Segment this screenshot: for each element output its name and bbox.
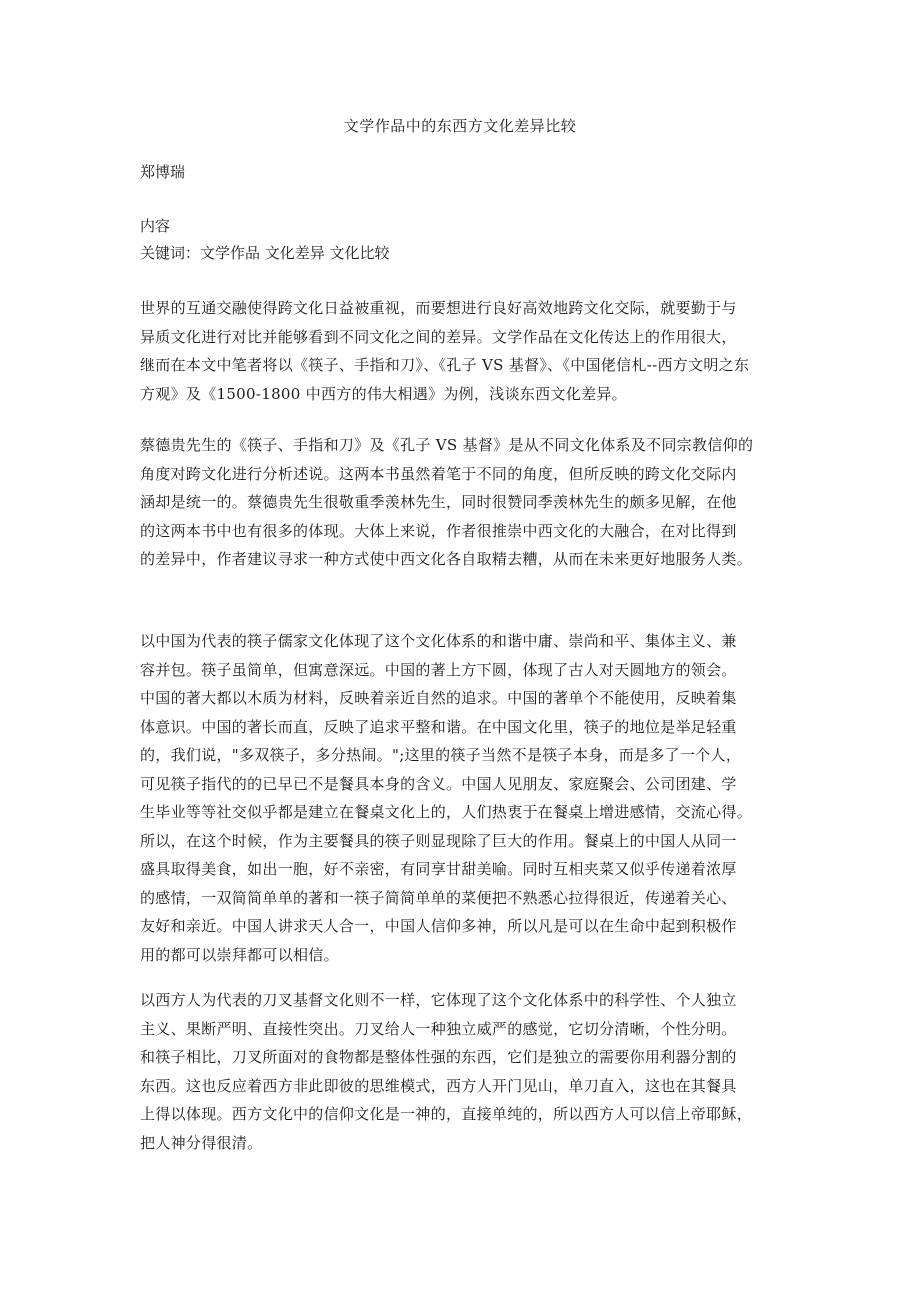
paragraph-knife-fork xyxy=(140,986,790,1157)
paragraph-chopsticks xyxy=(140,627,790,969)
text-line: 方观》及《1500-1800 中西方的伟大相遇》为例，浅谈东西文化差异。 xyxy=(140,384,627,403)
text-line: 以中国为代表的筷子儒家文化体现了这个文化体系的和谐中庸、崇尚和平、集体主义、兼 xyxy=(140,632,737,650)
text-line: 体意识。中国的著长而直，反映了追求平整和谐。在中国文化里，筷子的地位是举足轻重 xyxy=(140,717,737,736)
text-line: 用的都可以崇拜都可以相信。 xyxy=(140,945,339,964)
text-line: 的这两本书中也有很多的体现。大体上来说，作者很推崇中西文化的大融合，在对比得到 xyxy=(140,521,737,540)
text-line: 中国的著大都以木质为材料，反映着亲近自然的追求。中国的著单个不能使用，反映着集 xyxy=(140,689,737,707)
text-line: 东西。这也反应着西方非此即彼的思维模式，西方人开门见山，单刀直入，这也在其餐具 xyxy=(140,1076,737,1095)
text-line: 可见筷子指代的的已早已不是餐具本身的含义。中国人见朋友、家庭聚会、公司团建、学 xyxy=(140,774,737,793)
text-line: 上得以体现。西方文化中的信仰文化是一神的，直接单纯的，所以西方人可以信上帝耶稣， xyxy=(140,1105,753,1123)
text-line: 容并包。筷子虽简单，但寓意深远。中国的著上方下圆，体现了古人对天圆地方的领会。 xyxy=(140,660,737,679)
text-line: 盛具取得美食，如出一胞，好不亲密，有同享甘甜美喻。同时互相夹菜又似乎传递着浓厚 xyxy=(140,860,737,878)
keywords-line: 关键词：文学作品 文化差异 文化比较 xyxy=(140,244,390,262)
author-name: 郑博瑞 xyxy=(140,163,186,181)
text-line: 的差异中，作者建议寻求一种方式使中西文化各自取精去糟，从而在未来更好地服务人类。 xyxy=(140,550,753,568)
text-line: 角度对跨文化进行分析述说。这两本书虽然着笔于不同的角度，但所反映的跨文化交际内 xyxy=(140,464,737,483)
text-line: 世界的互通交融使得跨文化日益被重视，而要想进行良好高效地跨文化交际，就要勤于与 xyxy=(140,299,737,317)
paragraph-intro xyxy=(140,294,790,408)
text-line: 以西方人为代表的刀叉基督文化则不一样，它体现了这个文化体系中的科学性、个人独立 xyxy=(140,991,737,1009)
section-label: 内容 xyxy=(140,217,171,235)
text-line: 涵却是统一的。蔡德贵先生很敬重季羡林先生，同时很赞同季羡林先生的颇多见解，在他 xyxy=(140,493,737,511)
text-line: 把人神分得很清。 xyxy=(140,1133,263,1152)
text-line: 继而在本文中笔者将以《筷子、手指和刀》、《孔子 VS 基督》、《中国佬信札--西方文明之东 xyxy=(140,356,750,374)
text-line: 所以，在这个时候，作为主要餐具的筷子则显现除了巨大的作用。餐桌上的中国人从同一 xyxy=(140,831,737,850)
text-line: 生毕业等等社交似乎都是建立在餐桌文化上的，人们热衷于在餐桌上增进感情，交流心得。 xyxy=(140,803,753,821)
document-title: 文学作品中的东西方文化差异比较 xyxy=(343,117,577,135)
text-line: 主义、果断严明、直接性突出。刀叉给人一种独立威严的感觉，它切分清晰，个性分明。 xyxy=(140,1019,737,1038)
text-line: 异质文化进行对比并能够看到不同文化之间的差异。文学作品在文化传达上的作用很大， xyxy=(140,327,737,346)
text-line: 友好和亲近。中国人讲求天人合一，中国人信仰多神，所以凡是可以在生命中起到积极作 xyxy=(140,917,737,935)
text-line: 的，我们说，"多双筷子，多分热闹。";这里的筷子当然不是筷子本身，而是多了一个人， xyxy=(140,746,742,764)
text-line: 和筷子相比，刀叉所面对的食物都是整体性强的东西，它们是独立的需要你用利器分割的 xyxy=(140,1048,737,1066)
text-line: 的感情，一双简简单单的著和一筷子简简单单的菜便把不熟悉心拉得很近，传递着关心、 xyxy=(140,888,737,907)
text-line: 蔡德贵先生的《筷子、手指和刀》及《孔子 VS 基督》是从不同文化体系及不同宗教信仰的 xyxy=(140,436,754,454)
paragraph-books xyxy=(140,431,790,574)
